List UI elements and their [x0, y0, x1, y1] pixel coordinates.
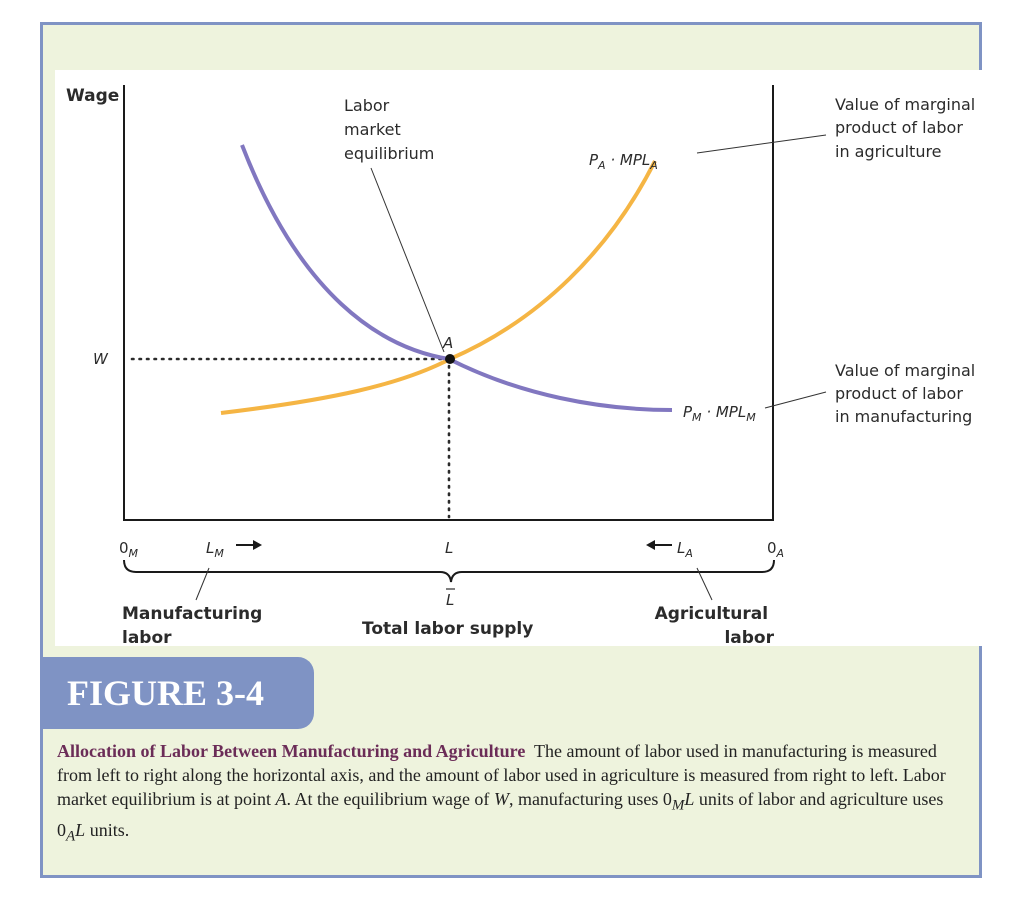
manufacturing-mpl-curve: [242, 145, 672, 410]
agriculture-mpl-curve: [221, 161, 655, 413]
manu-note: Value of marginal product of labor in manufacturing: [835, 361, 976, 426]
equilibrium-note-line-3: equilibrium: [344, 144, 435, 163]
agri-note-pointer: [697, 135, 826, 153]
L-label: L: [445, 539, 454, 557]
agri-curve-label: $P_A \cdot MPL_A$: [589, 151, 658, 172]
wage-label: W: [93, 350, 108, 368]
point-A-label: A: [443, 334, 454, 352]
equilibrium-note-line-1: Labor: [344, 96, 390, 115]
origin-left-label: $0_M$: [119, 539, 139, 560]
equilibrium-note: [344, 96, 434, 163]
figure-caption: [57, 739, 969, 848]
equilibrium-note-line-2: market: [344, 120, 401, 139]
equilibrium-point: [445, 354, 455, 364]
LM-label: $L_M$: [206, 539, 224, 560]
caption-title: Allocation of Labor Between Manufacturing and Agriculture: [57, 741, 526, 761]
Lbar-label: L: [446, 591, 455, 609]
agricultural-labor-label: Agricultural labor: [654, 604, 774, 648]
manu-curve-label: $P_M \cdot MPL_M$: [683, 403, 756, 424]
y-axis-label: Wage: [66, 86, 120, 106]
total-labor-brace: [124, 560, 774, 582]
manu-note-pointer: [765, 392, 826, 408]
LA-label: $L_A$: [677, 539, 693, 560]
agri-note: Value of marginal product of labor in agriculture: [835, 95, 976, 161]
origin-right-label: $0_A$: [767, 539, 785, 560]
equilibrium-pointer: [371, 168, 444, 352]
arrow-left-icon: [646, 540, 672, 550]
total-labor-supply-label: Total labor supply: [362, 619, 534, 639]
figure-number-tab: FIGURE 3-4: [40, 657, 314, 729]
caption-text: The amount of labor used in manufacturing is measured from left to right along the horizontal axis, and the amount of labor used in agriculture is measured from right to left. Labor market equilibrium is at point A. At the equilibrium wage of W, manufacturing uses $0_ML$ units of labor and agriculture uses $0_AL$ units.: [57, 741, 946, 845]
arrow-right-icon: [236, 540, 262, 550]
manufacturing-labor-label: Manufacturing labor: [122, 604, 263, 648]
